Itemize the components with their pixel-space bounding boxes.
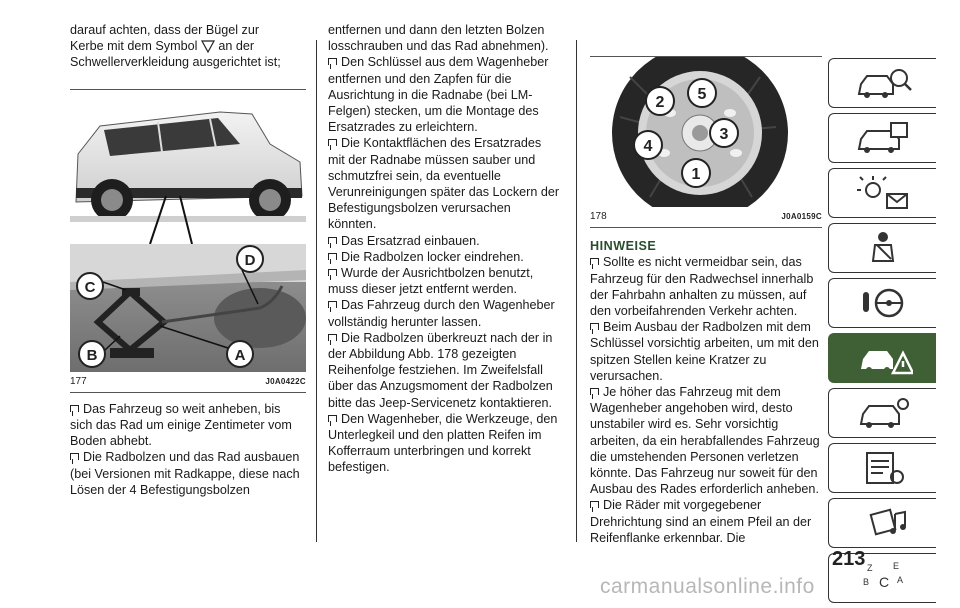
list-item: Das Fahrzeug so weit anheben, bis sich das Rad um einige Zentimeter vom Boden abhebt.: [70, 401, 292, 449]
svg-text:E: E: [892, 561, 899, 571]
notch-symbol-icon: [201, 39, 215, 53]
intro-line-2b: an der: [218, 39, 255, 54]
bolt-label-4: [634, 131, 662, 159]
section-heading: HINWEISE: [590, 239, 657, 254]
bullet-icon: [590, 323, 599, 330]
bullet-icon: [328, 334, 337, 341]
multimedia-icon: [853, 504, 913, 542]
svg-text:C: C: [84, 278, 96, 296]
figure-177: [70, 104, 306, 372]
svg-text:4: 4: [643, 138, 653, 155]
continued-text: entfernen und dann den letzten Bolzen losschrauben und das Rad abnehmen).: [328, 23, 549, 54]
tab-safety[interactable]: [828, 223, 936, 273]
figure-178: [590, 57, 822, 207]
list-item: Die Radbolzen und das Rad ausbauen (bei Versionen mit Radkappe, diese nach Lösen der 4 Befestigungsbolzen: [70, 450, 300, 497]
figure-number: 178: [590, 211, 607, 222]
car-search-icon: [853, 64, 913, 102]
svg-text:3: 3: [719, 126, 729, 143]
svg-text:1: 1: [691, 166, 701, 183]
tab-multimedia[interactable]: [828, 498, 936, 548]
bullet-icon: [328, 237, 337, 244]
figure-top-rule: [70, 89, 306, 90]
bolt-label-2: [646, 87, 674, 115]
figure-code: J0A0422C: [265, 376, 306, 386]
label-b: [79, 341, 105, 367]
label-d: [237, 246, 263, 272]
figure-178-caption: [590, 209, 822, 228]
list-item: Das Fahrzeug durch den Wagenheber vollständig herunter lassen.: [328, 298, 555, 329]
jack-illustration: [70, 104, 306, 372]
list-item: Die Räder mit vorgegebener Drehrichtung sind an einem Pfeil an der Reifenflanke erkennbar. Die: [590, 498, 812, 545]
svg-text:D: D: [244, 251, 256, 269]
label-c: [77, 273, 103, 299]
bullet-icon: [328, 253, 337, 260]
bullet-icon: [328, 269, 337, 276]
svg-text:A: A: [234, 346, 246, 364]
car-breakdown-icon: [853, 339, 913, 377]
tab-vehicle-info[interactable]: [828, 113, 936, 163]
list-item: Das Ersatzrad einbauen.: [328, 233, 560, 249]
list-item: Die Radbolzen locker eindrehen.: [328, 249, 560, 265]
list-item: Den Schlüssel aus dem Wagenheber entfernen und den Zapfen für die Ausrichtung in die Radnabe (bei LM-Felgen) stecken, um die Montage des Ersatzrades zu erleichtern.: [328, 55, 549, 135]
bullet-icon: [590, 501, 599, 508]
tab-servicing[interactable]: [828, 388, 936, 438]
bullet-icon: [328, 58, 337, 65]
watermark: carmanualsonline.info: [600, 575, 815, 598]
intro-line-1: darauf achten, dass der Bügel zur: [70, 23, 260, 37]
column-1: [70, 22, 306, 498]
bullet-icon: [590, 258, 599, 265]
list-item: Die Kontaktflächen des Ersatzrades mit der Radnabe müssen sauber und schmutzfrei sein, da eventuelle Verunreinigungen später das Lockern der Befestigungsbolzen verursachen könnten.: [328, 136, 560, 232]
list-item: Sollte es nicht vermeidbar sein, das Fahrzeug für den Radwechsel innerhalb der Fahrbahn anhalten zu müssen, auf den vorbeifahrenden Verkehr achten.: [590, 255, 814, 319]
bullet-icon: [590, 388, 599, 395]
intro-text: [70, 22, 306, 71]
tab-warning-lights[interactable]: [828, 168, 936, 218]
bolt-label-3: [710, 119, 738, 147]
svg-text:B: B: [86, 346, 98, 364]
warning-lights-icon: [853, 174, 913, 212]
figure-number: 177: [70, 375, 87, 387]
bolt-label-5: [688, 79, 716, 107]
seat-safety-icon: [853, 229, 913, 267]
column-2: [328, 22, 560, 476]
list-item: Wurde der Ausrichtbolzen benutzt, muss dieser jetzt entfernt werden.: [328, 266, 534, 297]
figure-177-caption: [70, 374, 306, 393]
bullet-icon: [70, 405, 79, 412]
steering-wheel-icon: [853, 284, 913, 322]
figure-code: J0A0159C: [781, 212, 822, 221]
column-3: [590, 22, 822, 546]
bullet-icon: [328, 301, 337, 308]
car-info-icon: [853, 119, 913, 157]
tab-technical-data[interactable]: [828, 443, 936, 493]
svg-text:5: 5: [697, 86, 707, 103]
list-item: Den Wagenheber, die Werkzeuge, den Unterlegkeil und den platten Reifen im Kofferraum unterbringen und korrekt befestigen.: [328, 411, 558, 475]
svg-text:Z: Z: [866, 563, 872, 573]
list-item: Je höher das Fahrzeug mit dem Wagenheber angehoben wird, desto unstabiler wird es. Sehr vorsichtig arbeiten, da ein herabfallendes Fahrzeug die umstehenden Personen verletzen könnte. Das Fahrzeug nur soweit für den Ausbau des Rades erforderlich anheben.: [590, 385, 820, 497]
list-item: Beim Ausbau der Radbolzen mit dem Schlüssel vorsichtig arbeiten, um mit den spitzen Stellen keine Kratzer zu verursachen.: [590, 320, 819, 383]
column-divider-1: [316, 40, 317, 542]
tab-starting-driving[interactable]: [828, 278, 936, 328]
svg-text:2: 2: [655, 94, 665, 111]
tab-in-an-emergency[interactable]: [828, 333, 936, 383]
bolt-label-1: [682, 159, 710, 187]
column-divider-2: [576, 40, 577, 542]
page-number: 213: [832, 548, 866, 570]
svg-text:B: B: [862, 577, 869, 587]
tab-getting-to-know[interactable]: [828, 58, 936, 108]
bullet-icon: [328, 139, 337, 146]
technical-data-icon: [853, 449, 913, 487]
svg-text:A: A: [896, 575, 903, 585]
bullet-icon: [328, 415, 337, 422]
intro-line-3: Schwellerverkleidung ausgerichtet ist;: [70, 55, 281, 70]
bullet-icon: [70, 453, 79, 460]
chapter-tabs: [828, 58, 938, 608]
label-a: [227, 341, 253, 367]
intro-line-2: Kerbe mit dem Symbol: [70, 39, 198, 54]
svg-text:C: C: [878, 574, 889, 590]
car-service-icon: [853, 394, 913, 432]
list-item: Die Radbolzen überkreuzt nach der in der Abbildung Abb. 178 gezeigten Reihenfolge festziehen. Im Zweifelsfall über das Anzugsmoment der Radbolzen bitte das Jeep-Servicenetz kontaktieren.: [328, 330, 553, 410]
wheel-bolt-diagram: [590, 57, 822, 207]
